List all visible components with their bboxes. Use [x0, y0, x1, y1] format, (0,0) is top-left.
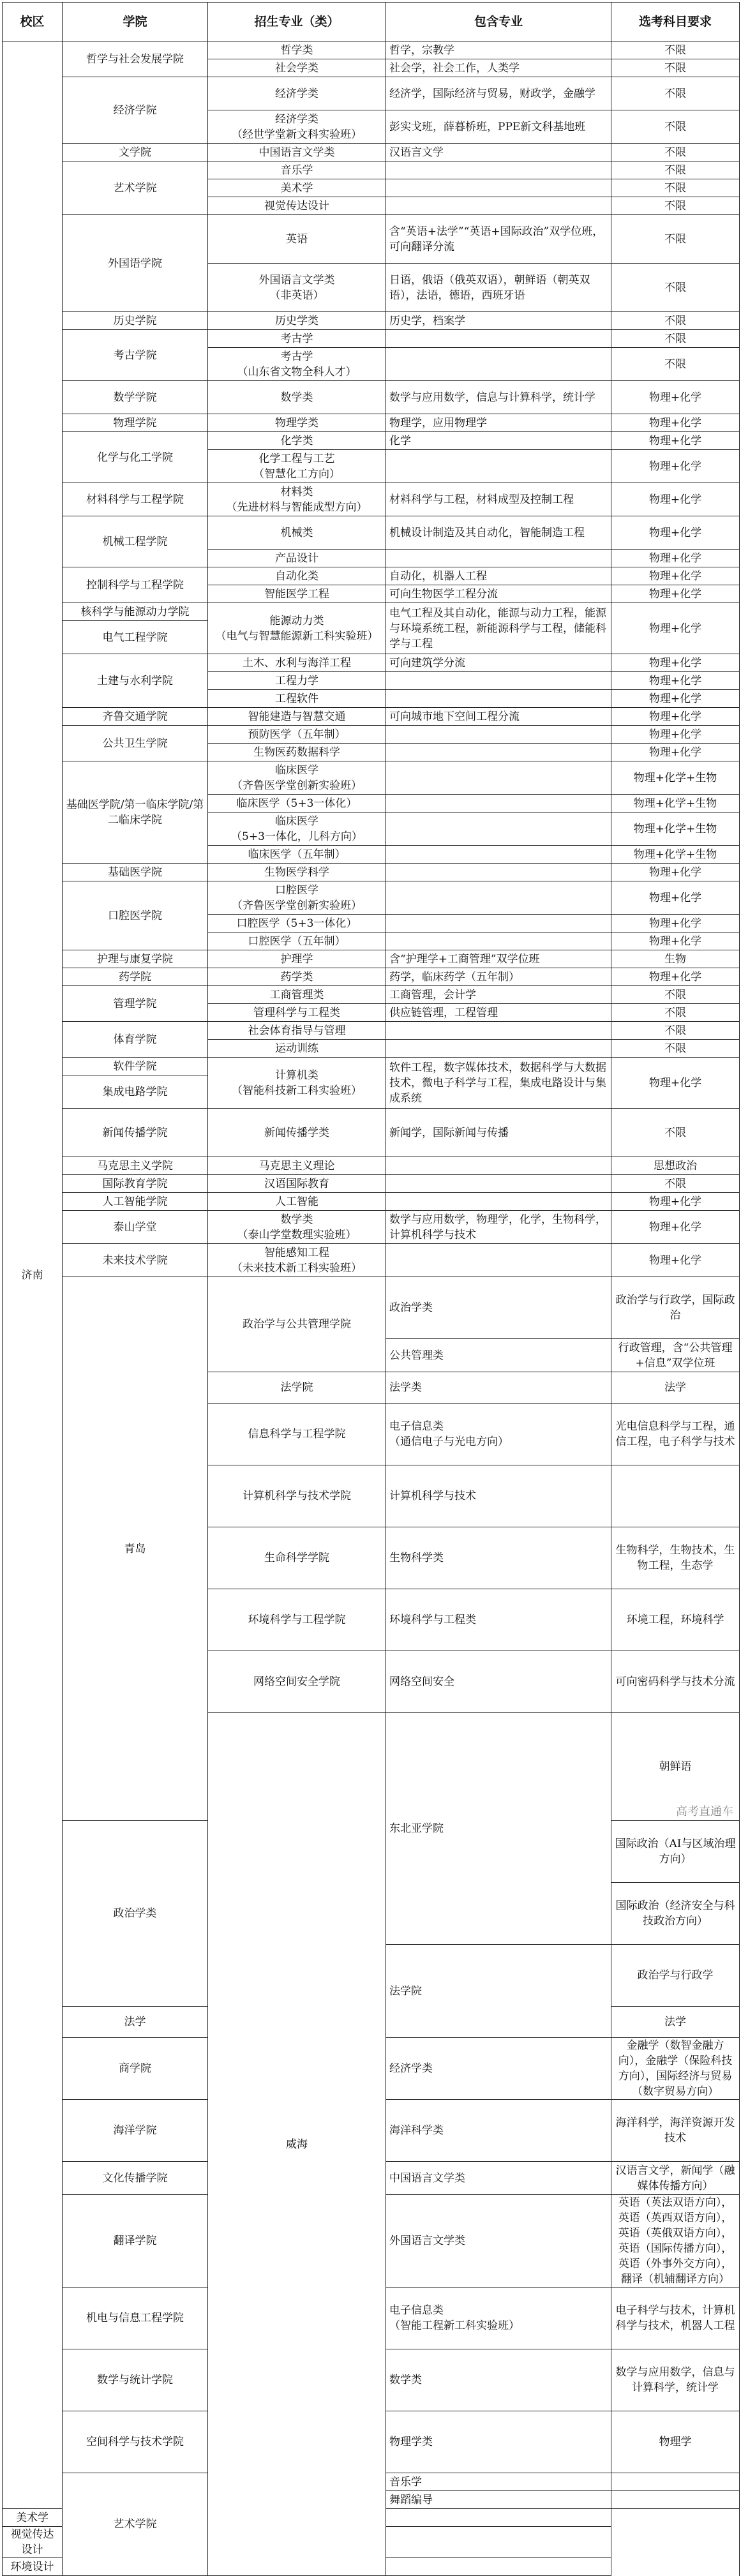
subject-requirement-cell: 物理+化学 — [611, 932, 740, 950]
enrollment-major-cell: 社会体育指导与管理 — [208, 1022, 386, 1040]
college-cell: 电气工程学院 — [63, 621, 208, 654]
included-majors-cell — [386, 864, 611, 881]
enrollment-major-cell: 工商管理类 — [208, 986, 386, 1004]
included-majors-cell: 软件工程，数字媒体技术，数据科学与大数据技术，微电子科学与工程，集成电路设计与集成系统 — [386, 1058, 611, 1109]
included-majors-cell — [386, 348, 611, 381]
included-majors-cell: 历史学，档案学 — [386, 312, 611, 330]
enrollment-major-cell: 预防医学（五年制） — [208, 726, 386, 744]
included-majors-cell: 中国语言文学类 — [386, 2162, 611, 2195]
table-row — [3, 986, 740, 1004]
enrollment-major-cell: 护理学 — [208, 950, 386, 968]
enrollment-major-cell: 材料类 （先进材料与智能成型方向） — [208, 483, 386, 516]
subject-requirement-cell: 物理+化学 — [611, 1058, 740, 1109]
enrollment-major-cell: 威海 — [208, 1713, 386, 2576]
subject-requirement-cell: 不限 — [611, 312, 740, 330]
subject-requirement-cell: 英语（英法双语方向），英语（英西双语方向），英语（英俄双语方向），英语（国际传播方向），英语（外事外交方向），翻译（机辅翻译方向） — [611, 2195, 740, 2288]
enrollment-major-cell: 临床医学 （齐鲁医学堂创新实验班） — [208, 761, 386, 795]
college-cell: 文化传播学院 — [63, 2162, 208, 2195]
college-cell: 商学院 — [63, 2038, 208, 2100]
college-cell: 考古学院 — [63, 330, 208, 381]
included-majors-cell — [386, 2558, 611, 2576]
subject-requirement-cell: 不限 — [611, 41, 740, 59]
enrollment-major-cell: 工程力学 — [208, 672, 386, 690]
college-cell: 艺术学院 — [63, 2473, 208, 2576]
included-majors-cell: 音乐学 — [386, 2473, 611, 2491]
subject-requirement-cell: 不限 — [611, 179, 740, 197]
college-cell: 控制科学与工程学院 — [63, 567, 208, 603]
subject-requirement-cell: 物理+化学+生物 — [611, 795, 740, 812]
enrollment-major-cell: 马克思主义理论 — [208, 1157, 386, 1175]
subject-requirement-cell: 物理+化学 — [611, 744, 740, 761]
college-cell: 未来技术学院 — [63, 1244, 208, 1277]
college-cell: 齐鲁交通学院 — [63, 708, 208, 726]
college-cell: 体育学院 — [63, 1022, 208, 1058]
college-cell: 口腔医学院 — [63, 881, 208, 950]
subject-requirement-cell: 电子科学与技术，计算机科学与技术，机器人工程 — [611, 2288, 740, 2349]
included-majors-cell — [386, 179, 611, 197]
enrollment-major-cell: 生命科学学院 — [208, 1527, 386, 1589]
college-cell: 空间科学与技术学院 — [63, 2411, 208, 2473]
included-majors-cell — [386, 744, 611, 761]
included-majors-cell: 工商管理，会计学 — [386, 986, 611, 1004]
subject-requirement-cell: 生物 — [611, 950, 740, 968]
included-majors-cell — [386, 795, 611, 812]
subject-requirement-cell: 物理+化学 — [611, 381, 740, 414]
subject-requirement-cell: 不限 — [611, 215, 740, 264]
subject-requirement-cell: 环境工程，环境科学 — [611, 1589, 740, 1651]
college-cell: 政治学类 — [63, 1821, 208, 2007]
enrollment-major-cell: 临床医学 （5+3一体化，儿科方向） — [208, 812, 386, 846]
enrollment-major-cell: 经济学类 （经世学堂新文科实验班） — [208, 110, 386, 144]
subject-requirement-cell: 朝鲜语 — [611, 1713, 740, 1821]
college-cell: 机电与信息工程学院 — [63, 2288, 208, 2349]
table-row — [3, 1157, 740, 1175]
enrollment-major-cell: 英语 — [208, 215, 386, 264]
table-row — [3, 567, 740, 585]
subject-requirement-cell: 思想政治 — [611, 1157, 740, 1175]
college-cell: 化学与化工学院 — [63, 432, 208, 483]
included-majors-cell: 舞蹈编导 — [386, 2491, 611, 2509]
enrollment-major-cell: 中国语言文学类 — [208, 144, 386, 161]
included-majors-cell: 材料科学与工程，材料成型及控制工程 — [386, 483, 611, 516]
table-row — [3, 1109, 740, 1157]
included-majors-cell: 数学与应用数学，信息与计算科学，统计学 — [386, 381, 611, 414]
enrollment-major-cell: 环境科学与工程学院 — [208, 1589, 386, 1651]
included-majors-cell — [386, 726, 611, 744]
enrollment-major-cell: 人工智能 — [208, 1193, 386, 1211]
included-majors-cell — [386, 812, 611, 846]
enrollment-major-cell: 土木、水利与海洋工程 — [208, 654, 386, 672]
table-row — [3, 708, 740, 726]
included-majors-cell — [386, 1157, 611, 1175]
college-cell: 哲学与社会发展学院 — [63, 41, 208, 77]
enrollment-major-cell: 自动化类 — [208, 567, 386, 585]
subject-requirement-cell: 不限 — [611, 1004, 740, 1022]
enrollment-major-cell: 产品设计 — [208, 550, 386, 567]
table-row — [3, 881, 740, 915]
subject-requirement-cell: 不限 — [611, 144, 740, 161]
college-cell: 历史学院 — [63, 312, 208, 330]
college-cell: 海洋学院 — [63, 2100, 208, 2162]
campus-cell: 美术学 — [3, 2509, 63, 2527]
included-majors-cell: 政治学类 — [386, 1277, 611, 1339]
enrollment-major-cell: 智能感知工程 （未来技术新工科实验班） — [208, 1244, 386, 1277]
subject-requirement-cell: 金融学（数智金融方向），金融学（保险科技方向），国际经济与贸易（数字贸易方向） — [611, 2038, 740, 2100]
included-majors-cell: 物理学类 — [386, 2411, 611, 2473]
header-campus: 校区 — [3, 3, 63, 41]
enrollment-major-cell: 哲学类 — [208, 41, 386, 59]
table-row — [3, 1022, 740, 1040]
table-row — [3, 414, 740, 432]
included-majors-cell: 法学类 — [386, 1372, 611, 1404]
included-majors-cell: 海洋科学类 — [386, 2100, 611, 2162]
enrollment-major-cell: 生物医药数据科学 — [208, 744, 386, 761]
subject-requirement-cell: 物理+化学 — [611, 881, 740, 915]
table-row — [3, 516, 740, 550]
table-row — [3, 1175, 740, 1193]
table-row — [3, 77, 740, 110]
enrollment-major-cell: 汉语国际教育 — [208, 1175, 386, 1193]
subject-requirement-cell: 不限 — [611, 77, 740, 110]
table-row — [3, 432, 740, 450]
campus-cell: 济南 — [3, 41, 63, 2509]
subject-requirement-cell: 不限 — [611, 59, 740, 77]
included-majors-cell: 可向生物医学工程分流 — [386, 585, 611, 603]
subject-requirement-cell: 物理+化学 — [611, 690, 740, 708]
subject-requirement-cell: 物理+化学 — [611, 672, 740, 690]
subject-requirement-cell: 物理+化学 — [611, 1211, 740, 1244]
enrollment-major-cell: 生物医学科学 — [208, 864, 386, 881]
subject-requirement-cell: 不限 — [611, 1175, 740, 1193]
subject-requirement-cell — [611, 1465, 740, 1527]
subject-requirement-cell: 不限 — [611, 264, 740, 312]
enrollment-major-cell: 药学类 — [208, 968, 386, 986]
enrollment-major-cell: 视觉传达设计 — [208, 197, 386, 215]
included-majors-cell: 可向建筑学分流 — [386, 654, 611, 672]
subject-requirement-cell: 行政管理，含“公共管理+信息”双学位班 — [611, 1339, 740, 1372]
subject-requirement-cell: 可向密码科学与技术分流 — [611, 1651, 740, 1713]
college-cell: 材料科学与工程学院 — [63, 483, 208, 516]
included-majors-cell — [386, 932, 611, 950]
enrollment-major-cell: 数学类 （泰山学堂数理实验班） — [208, 1211, 386, 1244]
subject-requirement-cell: 法学 — [611, 2007, 740, 2038]
subject-requirement-cell — [611, 2473, 740, 2491]
subject-requirement-cell: 物理+化学 — [611, 567, 740, 585]
campus-cell: 环境设计 — [3, 2558, 63, 2576]
enrollment-major-cell: 能源动力类 （电气与智慧能源新工科实验班） — [208, 603, 386, 654]
college-cell: 基础医学院 — [63, 864, 208, 881]
header-subject-requirement: 选考科目要求 — [611, 3, 740, 41]
enrollment-major-cell: 外国语言文学类 （非英语） — [208, 264, 386, 312]
included-majors-cell: 彭实戈班，薛暮桥班，PPE新文科基地班 — [386, 110, 611, 144]
included-majors-cell: 新闻学，国际新闻与传播 — [386, 1109, 611, 1157]
included-majors-cell: 电气工程及其自动化，能源与动力工程，能源与环境系统工程，新能源科学与工程，储能科学与工程 — [386, 603, 611, 654]
table-row — [3, 726, 740, 744]
enrollment-major-cell: 智能建造与智慧交通 — [208, 708, 386, 726]
table-row — [3, 864, 740, 881]
enrollment-major-cell: 历史学类 — [208, 312, 386, 330]
subject-requirement-cell: 不限 — [611, 110, 740, 144]
college-cell: 经济学院 — [63, 77, 208, 144]
enrollment-major-cell: 智能医学工程 — [208, 585, 386, 603]
subject-requirement-cell: 物理+化学 — [611, 1193, 740, 1211]
enrollment-major-cell: 网络空间安全学院 — [208, 1651, 386, 1713]
subject-requirement-cell: 物理+化学 — [611, 726, 740, 744]
included-majors-cell: 社会学，社会工作，人类学 — [386, 59, 611, 77]
college-cell: 外国语学院 — [63, 215, 208, 312]
subject-requirement-cell: 物理+化学 — [611, 450, 740, 483]
subject-requirement-cell: 物理+化学 — [611, 483, 740, 516]
enrollment-major-cell: 信息科学与工程学院 — [208, 1404, 386, 1465]
subject-requirement-cell: 物理+化学 — [611, 915, 740, 932]
included-majors-cell: 经济学，国际经济与贸易，财政学，金融学 — [386, 77, 611, 110]
table-row — [3, 950, 740, 968]
included-majors-cell: 电子信息类 （智能工程新工科实验班） — [386, 2288, 611, 2349]
subject-requirement-cell: 不限 — [611, 330, 740, 348]
enrollment-major-cell: 音乐学 — [208, 161, 386, 179]
included-majors-cell: 哲学，宗教学 — [386, 41, 611, 59]
subject-requirement-cell: 物理+化学 — [611, 864, 740, 881]
table-row — [3, 1277, 740, 1339]
enrollment-major-cell: 计算机类 （智能科技新工科实验班） — [208, 1058, 386, 1109]
included-majors-cell — [386, 2509, 611, 2527]
college-cell: 基础医学院/第一临床学院/第二临床学院 — [63, 761, 208, 864]
included-majors-cell — [386, 1193, 611, 1211]
included-majors-cell: 供应链管理，工程管理 — [386, 1004, 611, 1022]
table-row — [3, 968, 740, 986]
table-row — [3, 312, 740, 330]
subject-requirement-cell: 物理+化学+生物 — [611, 761, 740, 795]
included-majors-cell: 日语，俄语（俄英双语），朝鲜语（朝英双语），法语，德语，西班牙语 — [386, 264, 611, 312]
subject-requirement-cell: 物理+化学 — [611, 968, 740, 986]
enrollment-major-cell: 计算机科学与技术学院 — [208, 1465, 386, 1527]
college-cell: 国际教育学院 — [63, 1175, 208, 1193]
enrollment-major-cell: 管理科学与工程类 — [208, 1004, 386, 1022]
enrollment-major-cell: 经济学类 — [208, 77, 386, 110]
college-cell: 青岛 — [63, 1277, 208, 1821]
subject-requirement-cell: 物理+化学 — [611, 550, 740, 567]
included-majors-cell — [386, 550, 611, 567]
header-college: 学院 — [63, 3, 208, 41]
enrollment-major-cell: 政治学与公共管理学院 — [208, 1277, 386, 1372]
included-majors-cell — [386, 161, 611, 179]
subject-requirement-cell: 不限 — [611, 1040, 740, 1058]
table-row — [3, 483, 740, 516]
included-majors-cell — [386, 330, 611, 348]
included-majors-cell: 汉语言文学 — [386, 144, 611, 161]
included-majors-cell — [386, 2527, 611, 2558]
included-majors-cell: 电子信息类 （通信电子与光电方向） — [386, 1404, 611, 1465]
enrollment-major-cell: 美术学 — [208, 179, 386, 197]
included-majors-cell: 环境科学与工程类 — [386, 1589, 611, 1651]
subject-requirement-cell: 物理+化学 — [611, 603, 740, 654]
subject-requirement-cell: 不限 — [611, 197, 740, 215]
college-cell: 翻译学院 — [63, 2195, 208, 2288]
subject-requirement-cell: 光电信息科学与工程，通信工程，电子科学与技术 — [611, 1404, 740, 1465]
included-majors-cell: 药学，临床药学（五年制） — [386, 968, 611, 986]
college-cell: 数学学院 — [63, 381, 208, 414]
table-row — [3, 41, 740, 59]
subject-requirement-cell: 国际政治（经济安全与科技政治方向） — [611, 1883, 740, 1945]
included-majors-cell: 公共管理类 — [386, 1339, 611, 1372]
table-row — [3, 330, 740, 348]
enrollment-major-cell: 社会学类 — [208, 59, 386, 77]
subject-requirement-cell: 物理+化学 — [611, 414, 740, 432]
enrollment-major-cell: 工程软件 — [208, 690, 386, 708]
table-row — [3, 144, 740, 161]
header-enrollment-major: 招生专业（类） — [208, 3, 386, 41]
enrollment-major-cell: 化学工程与工艺 （智慧化工方向） — [208, 450, 386, 483]
included-majors-cell: 法学院 — [386, 1945, 611, 2038]
table-header-row — [3, 3, 740, 41]
college-cell: 机械工程学院 — [63, 516, 208, 567]
enrollment-major-cell: 口腔医学（五年制） — [208, 932, 386, 950]
subject-requirement-cell: 物理+化学 — [611, 1244, 740, 1277]
included-majors-cell: 自动化，机器人工程 — [386, 567, 611, 585]
included-majors-cell — [386, 1022, 611, 1040]
subject-requirement-cell: 不限 — [611, 1022, 740, 1040]
college-cell: 物理学院 — [63, 414, 208, 432]
included-majors-cell: 网络空间安全 — [386, 1651, 611, 1713]
subject-requirement-cell: 政治学与行政学 — [611, 1945, 740, 2007]
included-majors-cell — [386, 761, 611, 795]
included-majors-cell: 含“英语+法学”“英语+国际政治”双学位班，可向翻译分流 — [386, 215, 611, 264]
subject-requirement-cell: 物理+化学 — [611, 516, 740, 550]
subject-requirement-cell: 汉语言文学，新闻学（融媒体传播方向） — [611, 2162, 740, 2195]
included-majors-cell: 物理学，应用物理学 — [386, 414, 611, 432]
watermark: 高考直通车 — [676, 1805, 733, 1818]
subject-requirement-cell: 生物科学，生物技术，生物工程，生态学 — [611, 1527, 740, 1589]
enrollment-major-cell: 物理学类 — [208, 414, 386, 432]
included-majors-cell — [386, 915, 611, 932]
included-majors-cell — [386, 1175, 611, 1193]
subject-requirement-cell — [611, 2491, 740, 2509]
enrollment-major-cell: 机械类 — [208, 516, 386, 550]
table-row — [3, 1244, 740, 1277]
admission-table — [2, 2, 740, 2576]
table-row — [3, 1193, 740, 1211]
subject-requirement-cell: 不限 — [611, 348, 740, 381]
table-row — [3, 761, 740, 795]
college-cell: 集成电路学院 — [63, 1075, 208, 1109]
subject-requirement-cell: 海洋科学，海洋资源开发技术 — [611, 2100, 740, 2162]
college-cell: 新闻传播学院 — [63, 1109, 208, 1157]
enrollment-major-cell: 化学类 — [208, 432, 386, 450]
subject-requirement-cell: 不限 — [611, 986, 740, 1004]
enrollment-major-cell: 考古学 — [208, 330, 386, 348]
included-majors-cell: 数学类 — [386, 2349, 611, 2411]
college-cell: 艺术学院 — [63, 161, 208, 215]
included-majors-cell — [386, 690, 611, 708]
subject-requirement-cell: 物理+化学+生物 — [611, 846, 740, 864]
subject-requirement-cell: 物理+化学 — [611, 708, 740, 726]
table-row — [3, 1058, 740, 1075]
college-cell: 马克思主义学院 — [63, 1157, 208, 1175]
included-majors-cell: 数学与应用数学，物理学，化学，生物科学，计算机科学与技术 — [386, 1211, 611, 1244]
campus-cell: 视觉传达设计 — [3, 2527, 63, 2558]
enrollment-major-cell: 口腔医学（5+3一体化） — [208, 915, 386, 932]
included-majors-cell: 含“护理学+工商管理”双学位班 — [386, 950, 611, 968]
table-row — [3, 381, 740, 414]
included-majors-cell: 计算机科学与技术 — [386, 1465, 611, 1527]
college-cell: 人工智能学院 — [63, 1193, 208, 1211]
college-cell: 管理学院 — [63, 986, 208, 1022]
enrollment-major-cell: 临床医学（五年制） — [208, 846, 386, 864]
subject-requirement-cell: 国际政治（AI与区域治理方向） — [611, 1821, 740, 1883]
included-majors-cell — [386, 846, 611, 864]
included-majors-cell — [386, 450, 611, 483]
college-cell: 泰山学堂 — [63, 1211, 208, 1244]
header-included-majors: 包含专业 — [386, 3, 611, 41]
subject-requirement-cell: 法学 — [611, 1372, 740, 1404]
included-majors-cell: 东北亚学院 — [386, 1713, 611, 1945]
included-majors-cell — [386, 1040, 611, 1058]
enrollment-major-cell: 考古学 （山东省文物全科人才） — [208, 348, 386, 381]
subject-requirement-cell: 物理+化学 — [611, 585, 740, 603]
table-row — [3, 215, 740, 264]
table-row — [3, 1211, 740, 1244]
subject-requirement-cell: 不限 — [611, 1109, 740, 1157]
enrollment-major-cell: 临床医学（5+3一体化） — [208, 795, 386, 812]
subject-requirement-cell: 政治学与行政学，国际政治 — [611, 1277, 740, 1339]
college-cell: 数学与统计学院 — [63, 2349, 208, 2411]
enrollment-major-cell: 口腔医学 （齐鲁医学堂创新实验班） — [208, 881, 386, 915]
table-row — [3, 161, 740, 179]
included-majors-cell: 机械设计制造及其自动化，智能制造工程 — [386, 516, 611, 550]
included-majors-cell: 化学 — [386, 432, 611, 450]
included-majors-cell — [386, 881, 611, 915]
table-row — [3, 603, 740, 621]
college-cell: 护理与康复学院 — [63, 950, 208, 968]
enrollment-major-cell: 新闻传播学类 — [208, 1109, 386, 1157]
college-cell: 药学院 — [63, 968, 208, 986]
enrollment-major-cell: 数学类 — [208, 381, 386, 414]
college-cell: 土建与水利学院 — [63, 654, 208, 708]
included-majors-cell — [386, 1244, 611, 1277]
subject-requirement-cell: 不限 — [611, 161, 740, 179]
college-cell: 法学 — [63, 2007, 208, 2038]
included-majors-cell — [386, 197, 611, 215]
college-cell: 软件学院 — [63, 1058, 208, 1075]
included-majors-cell: 可向城市地下空间工程分流 — [386, 708, 611, 726]
subject-requirement-cell: 物理+化学 — [611, 432, 740, 450]
college-cell: 核科学与能源动力学院 — [63, 603, 208, 621]
enrollment-major-cell: 运动训练 — [208, 1040, 386, 1058]
enrollment-major-cell: 法学院 — [208, 1372, 386, 1404]
included-majors-cell: 经济学类 — [386, 2038, 611, 2100]
subject-requirement-cell: 物理学 — [611, 2411, 740, 2473]
included-majors-cell — [386, 672, 611, 690]
subject-requirement-cell: 物理+化学 — [611, 654, 740, 672]
included-majors-cell: 生物科学类 — [386, 1527, 611, 1589]
subject-requirement-cell: 数学与应用数学，信息与计算科学，统计学 — [611, 2349, 740, 2411]
college-cell: 文学院 — [63, 144, 208, 161]
table-row — [3, 654, 740, 672]
included-majors-cell: 外国语言文学类 — [386, 2195, 611, 2288]
college-cell: 公共卫生学院 — [63, 726, 208, 761]
subject-requirement-cell: 物理+化学+生物 — [611, 812, 740, 846]
